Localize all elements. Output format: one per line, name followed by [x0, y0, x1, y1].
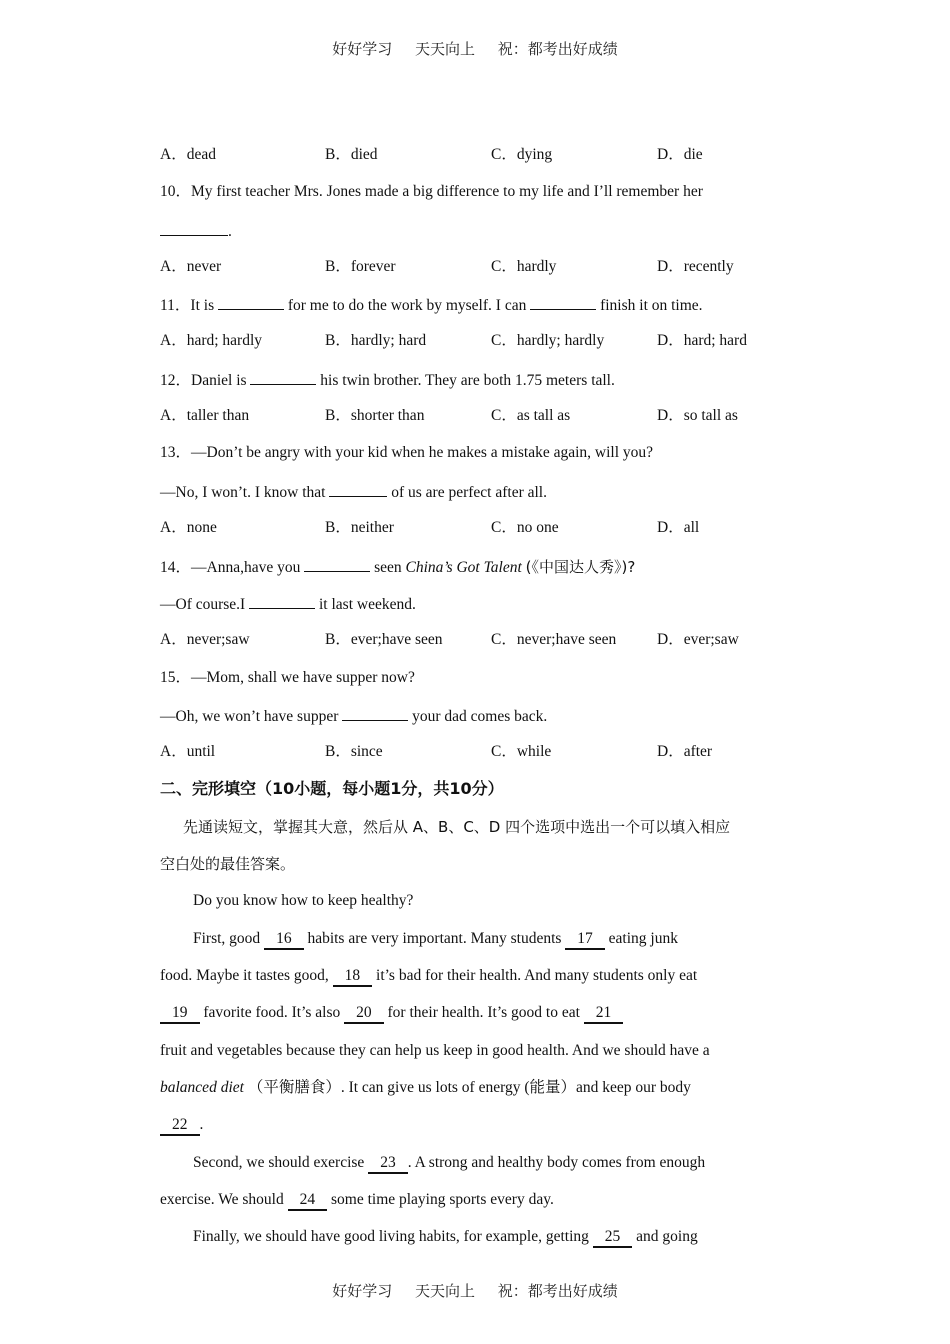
cloze-blank-17: 17 [565, 930, 605, 950]
q9-option-a: A．dead [160, 146, 216, 163]
passage-line-10: Finally, we should have good living habits, for example, getting 25 and going [193, 1227, 698, 1248]
q14-blank-2 [249, 593, 315, 609]
q11-option-c: C．hardly; hardly [491, 332, 605, 349]
q10-stem: 10．My first teacher Mrs. Jones made a big difference to my life and I’ll remember her [160, 183, 703, 200]
q14-option-b: B．ever;have seen [325, 631, 443, 648]
q10-option-b: B．forever [325, 258, 396, 275]
footer-motto-2: 天天向上 [414, 1282, 475, 1300]
page-footer [0, 1280, 950, 1301]
q12-blank [250, 369, 316, 385]
balanced-diet-term: balanced diet [160, 1079, 244, 1096]
passage-line-7: 22 . [160, 1115, 203, 1136]
q13-option-c: C．no one [491, 519, 559, 536]
q9-option-c: C．dying [491, 146, 553, 163]
q10-stem-end: . [160, 220, 232, 242]
q11-stem: 11．It is for me to do the work by myself. I can finish it on time. [160, 294, 703, 316]
cloze-blank-22: 22 [160, 1116, 200, 1136]
passage-line-4: 19 favorite food. It’s also 20 for their health. It’s good to eat 21 [160, 1003, 623, 1024]
page-header [0, 38, 950, 59]
passage-line-1: Do you know how to keep healthy? [193, 892, 414, 909]
cloze-blank-19: 19 [160, 1004, 200, 1024]
q13-option-d: D．all [657, 519, 700, 536]
passage-line-6: balanced diet （平衡膳食）. It can give us lots of energy (能量）and keep our body [160, 1079, 691, 1096]
q11-option-d: D．hard; hard [657, 332, 747, 349]
q11-blank-2 [530, 294, 596, 310]
q13-reply: —No, I won’t. I know that of us are perfect after all. [160, 481, 547, 503]
cloze-blank-18: 18 [333, 967, 373, 987]
q15-reply: —Oh, we won’t have supper your dad comes back. [160, 705, 547, 727]
q11-blank-1 [218, 294, 284, 310]
q10-option-a: A．never [160, 258, 222, 275]
q15-option-b: B．since [325, 743, 383, 760]
q10-option-d: D．recently [657, 258, 734, 275]
q15-option-c: C．while [491, 743, 552, 760]
q12-stem: 12．Daniel is his twin brother. They are both 1.75 meters tall. [160, 369, 615, 391]
footer-motto-3: 祝：都考出好成绩 [497, 1282, 618, 1300]
q12-option-b: B．shorter than [325, 407, 425, 424]
q10-option-c: C．hardly [491, 258, 557, 275]
q13-blank [329, 481, 387, 497]
q14-option-a: A．never;saw [160, 631, 250, 648]
q14-reply: —Of course.I it last weekend. [160, 593, 416, 615]
q15-option-d: D．after [657, 743, 713, 760]
section-2-instructions-1: 先通读短文，掌握其大意，然后从 A、B、C、D 四个选项中选出一个可以填入相应 [183, 818, 731, 836]
passage-line-3: food. Maybe it tastes good, 18 it’s bad for their health. And many students only eat [160, 966, 697, 987]
passage-line-8: Second, we should exercise 23 . A strong and healthy body comes from enough [193, 1153, 705, 1174]
q14-option-c: C．never;have seen [491, 631, 617, 648]
q11-option-a: A．hard; hardly [160, 332, 263, 349]
q13-option-b: B．neither [325, 519, 394, 536]
q9-option-b: B．died [325, 146, 378, 163]
header-motto-2: 天天向上 [414, 40, 475, 58]
q12-option-c: C．as tall as [491, 407, 571, 424]
passage-line-5: fruit and vegetables because they can help us keep in good health. And we should have a [160, 1042, 710, 1059]
q15-stem: 15．—Mom, shall we have supper now? [160, 669, 415, 686]
footer-motto-1: 好好学习 [332, 1282, 393, 1300]
cloze-blank-23: 23 [368, 1154, 408, 1174]
q15-blank [342, 705, 408, 721]
cloze-blank-16: 16 [264, 930, 304, 950]
q9-option-d: D．die [657, 146, 703, 163]
q14-stem: 14．—Anna,have you seen China’s Got Talent (《中国达人秀》)? [160, 558, 636, 576]
q13-stem: 13．—Don’t be angry with your kid when he makes a mistake again, will you? [160, 444, 654, 461]
passage-line-2: First, good 16 habits are very important. Many students 17 eating junk [193, 929, 678, 950]
cloze-blank-21: 21 [584, 1004, 624, 1024]
section-2-instructions-2: 空白处的最佳答案。 [160, 855, 296, 873]
cloze-blank-20: 20 [344, 1004, 384, 1024]
q14-option-d: D．ever;saw [657, 631, 739, 648]
q12-option-d: D．so tall as [657, 407, 738, 424]
cloze-blank-25: 25 [593, 1228, 633, 1248]
q13-option-a: A．none [160, 519, 217, 536]
passage-line-9: exercise. We should 24 some time playing sports every day. [160, 1190, 554, 1211]
show-title: China’s Got Talent [405, 559, 522, 576]
cloze-blank-24: 24 [288, 1191, 328, 1211]
q12-option-a: A．taller than [160, 407, 250, 424]
section-2-title: 二、完形填空（10小题，每小题1分，共10分） [160, 779, 504, 798]
q11-option-b: B．hardly; hard [325, 332, 427, 349]
q14-blank-1 [304, 556, 370, 572]
header-motto-3: 祝：都考出好成绩 [497, 40, 618, 58]
q10-blank [160, 220, 228, 236]
q15-option-a: A．until [160, 743, 216, 760]
header-motto-1: 好好学习 [332, 40, 393, 58]
